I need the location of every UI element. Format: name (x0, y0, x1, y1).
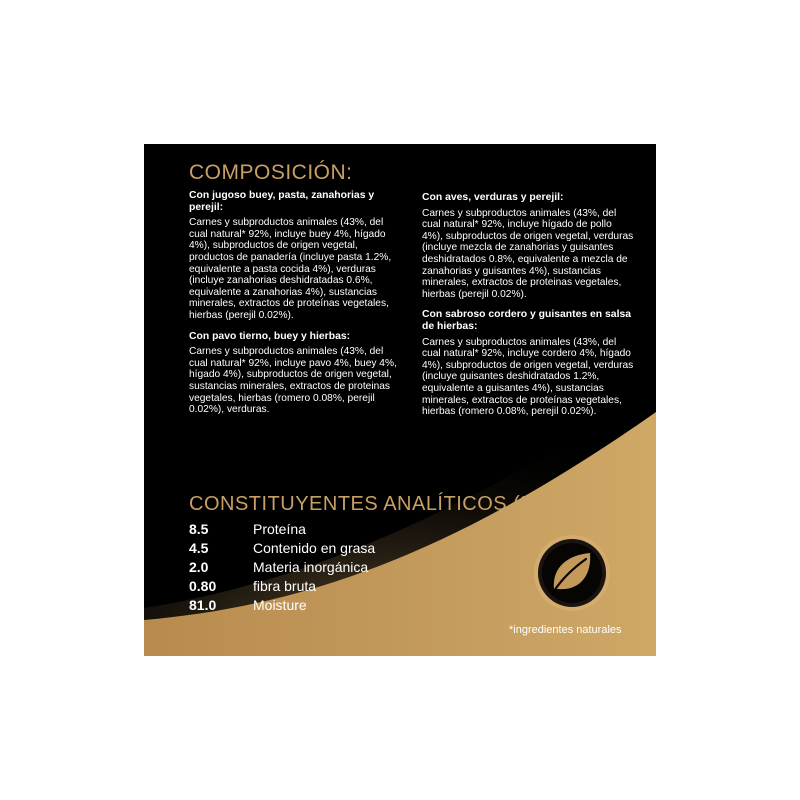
analytical-value: 81.0 (189, 597, 217, 613)
composition-panel (144, 144, 656, 656)
analytical-row (189, 596, 489, 615)
analytical-row (189, 539, 489, 558)
analytical-table (189, 520, 489, 615)
analytical-value: 0.80 (189, 578, 217, 594)
recipe-title: Con jugoso buey, pasta, zanahorias y perejil: (189, 190, 375, 213)
analytical-value: 2.0 (189, 559, 209, 575)
recipe-section (422, 192, 634, 300)
analytical-value: 8.5 (189, 521, 209, 537)
analytical-label: Contenido en grasa (253, 540, 376, 556)
recipe-ingredients: Carnes y subproductos animales (43%, del cual natural* 92%, incluye pavo 4%, buey 4%, hígado 4%), subproductos de origen vegetal, sustancias minerales, extractos de proteinas vegetales, hierbas (romero 0.08%, perejil 0.02%), verduras. (189, 346, 397, 416)
recipe-ingredients: Carnes y subproductos animales (43%, del cual natural* 92%, incluye hígado de pollo 4%), subproductos de origen vegetal, verduras (incluye mezcla de zanahorias y guisantes deshidratados 0.8%, equivalente a mezcla de zanahorias y guisantes 4%), sustancias minerales, extractos de proteinas vegetales, hierbas (perejil 0.02%). (422, 207, 634, 300)
natural-ingredients-note: *ingredientes naturales (509, 624, 622, 636)
analytical-label: Moisture (253, 597, 307, 613)
analytical-row (189, 520, 489, 539)
analytical-label: Materia inorgánica (253, 559, 369, 575)
recipe-section (422, 309, 634, 417)
composition-right-column (422, 192, 634, 427)
analytical-label: Proteína (253, 521, 306, 537)
analytical-row (189, 558, 489, 577)
recipe-ingredients: Carnes y subproductos animales (43%, del cual natural* 92%, incluye cordero 4%, hígado 4%), subproductos de origen vegetal, verduras (incluye guisantes deshidratados 1.2%, equivalente a guisantes 4%), sustancias minerales, extractos de proteínas vegetales, hierbas (romero 0.08%, perejil 0.02%). (422, 336, 634, 418)
recipe-title: Con pavo tierno, buey y hierbas: (189, 330, 351, 342)
recipe-title: Con aves, verduras y perejil: (422, 192, 564, 203)
composition-left-column (189, 190, 401, 425)
recipe-title: Con sabroso cordero y guisantes en salsa de hierbas: (422, 309, 632, 332)
composition-heading: COMPOSICIÓN: (189, 161, 353, 184)
recipe-section (189, 190, 401, 322)
analytical-label: fibra bruta (253, 578, 317, 594)
analytical-row (189, 577, 489, 596)
analytical-heading: CONSTITUYENTES ANALÍTICOS (%): (189, 493, 552, 515)
leaf-icon (532, 533, 612, 613)
analytical-value: 4.5 (189, 540, 209, 556)
recipe-ingredients: Carnes y subproductos animales (43%, del cual natural* 92%, incluye buey 4%, hígado 4%), subproductos de origen vegetal, productos de panadería (incluye pasta 1.2%, equivalente a pasta cocida 4%), verduras (incluye zanahorias deshidratadas 0.6%, equivalente a zanahorias 4%), sustancias minerales, extractos de proteínas vegetales, hierbas (perejil 0.02%). (189, 217, 392, 321)
recipe-section (189, 331, 401, 416)
